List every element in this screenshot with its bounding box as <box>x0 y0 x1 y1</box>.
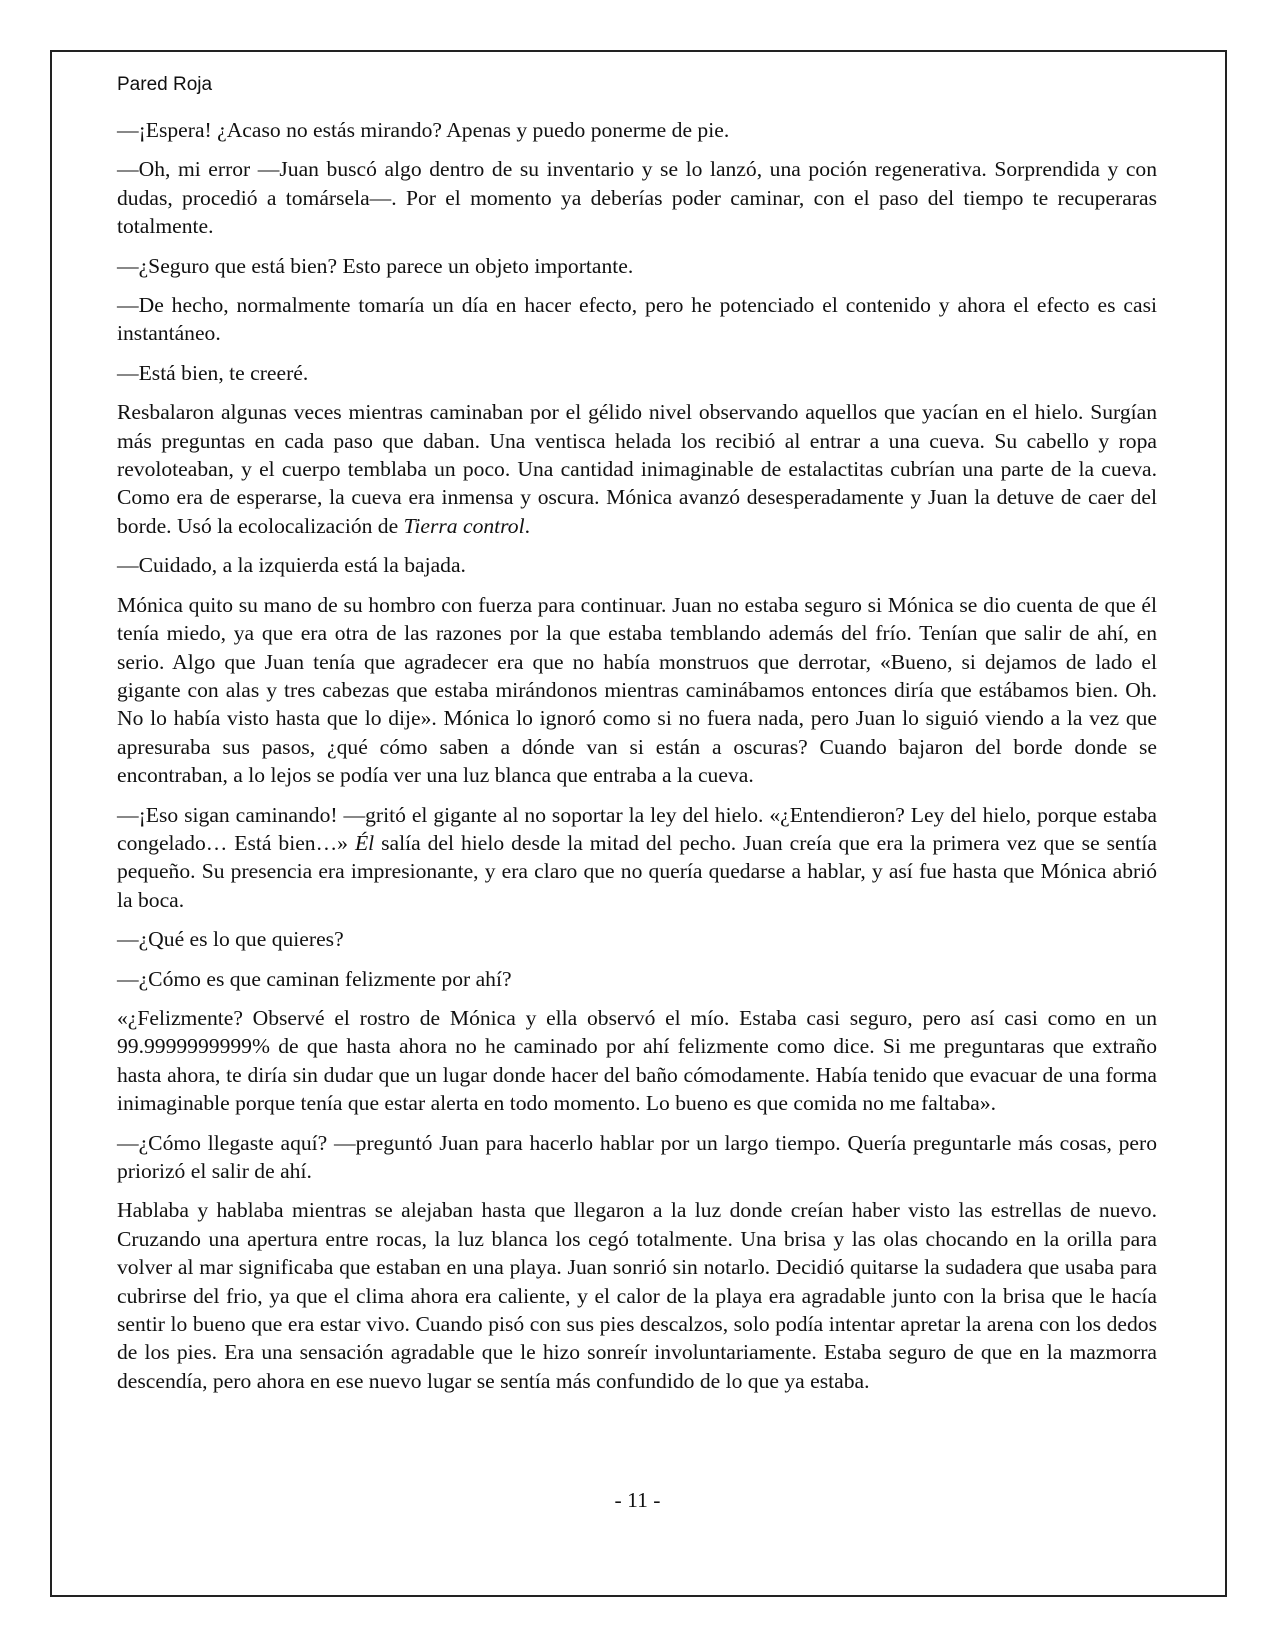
paragraph <box>117 801 1157 915</box>
paragraph-text: —¡Eso sigan caminando! —gritó el gigante al no soportar la ley del hielo. «¿Entendieron? Ley del hielo, porque estaba congelado… Está bien…» <box>117 802 1157 855</box>
paragraph-text: —¿Seguro que está bien? Esto parece un objeto importante. <box>117 253 634 278</box>
paragraph <box>117 291 1157 348</box>
paragraph-text: «¿Felizmente? Observé el rostro de Mónica y ella observó el mío. Estaba casi seguro, pero así casi como en un 99.9999999999% de que hasta ahora no he caminado por ahí felizmente como dice. Si me preguntaras que extraño hasta ahora, te diría sin dudar que un lugar donde hacer del baño cómodamente. Había tenido que evacuar de una forma inimaginable porque tenía que estar alerta en todo momento. Lo bueno es que comida no me faltaba». <box>117 1005 1157 1116</box>
paragraph <box>117 1129 1157 1186</box>
paragraph-text: —¡Espera! ¿Acaso no estás mirando? Apenas y puedo ponerme de pie. <box>117 118 730 142</box>
paragraph-text: —Oh, mi error —Juan buscó algo dentro de su inventario y se lo lanzó, una poción regenerativa. Sorprendida y con dudas, procedió a tomársela—. Por el momento ya deberías poder caminar, con el paso del tiempo te recuperaras totalmente. <box>117 157 1157 239</box>
paragraph <box>117 116 1157 144</box>
paragraph <box>117 965 1157 993</box>
paragraph-text: Resbalaron algunas veces mientras caminaban por el gélido nivel observando aquellos que yacían en el hielo. Surgían más preguntas en cada paso que daban. Una ventisca helada los recibió al entrar a una cueva. Su cabello y ropa revoloteaban, y el cuerpo temblaba un poco. Una cantidad inimaginable de estalactitas cubrían una parte de la cueva. Como era de esperarse, la cueva era inmensa y oscura. Mónica avanzó desesperadamente y Juan la detuve de caer del borde. Usó la ecolocalización de <box>117 400 1157 538</box>
paragraph-text: —De hecho, normalmente tomaría un día en hacer efecto, pero he potenciado el contenido y ahora el efecto es casi instantáneo. <box>117 293 1157 346</box>
paragraph <box>117 551 1157 579</box>
paragraph <box>117 925 1157 953</box>
page-number: - 11 - <box>614 1488 661 1512</box>
paragraph <box>117 1196 1157 1395</box>
paragraph <box>117 1004 1157 1118</box>
paragraph-text: Mónica quito su mano de su hombro con fuerza para continuar. Juan no estaba seguro si Mónica se dio cuenta de que él tenía miedo, ya que era otra de las razones por la que estaba temblando además del frío. Tenían que salir de ahí, en serio. Algo que Juan tenía que agradecer era que no había monstruos que derrotar, «Bueno, si dejamos de lado el gigante con alas y tres cabezas que estaba mirándonos mientras caminábamos entonces diría que estábamos bien. Oh. No lo había visto hasta que lo dije». Mónica lo ignoró como si no fuera nada, pero Juan lo siguió viendo a la vez que apresuraba sus pasos, ¿qué cómo saben a dónde van si están a oscuras? Cuando bajaron del borde donde se encontraban, a lo lejos se podía ver una luz blanca que entraba a la cueva. <box>117 592 1157 788</box>
paragraph-text: salía del hielo desde la mitad del pecho. Juan creía que era la primera vez que se sentía pequeño. Su presencia era impresionante, y era claro que no quería quedarse a hablar, y así fue hasta que Mónica abrió la boca. <box>117 830 1157 912</box>
running-header: Pared Roja <box>117 74 213 95</box>
paragraph <box>117 398 1157 540</box>
body-text <box>117 116 1157 1406</box>
paragraph <box>117 359 1157 387</box>
paragraph-text: —Está bien, te creeré. <box>117 360 309 385</box>
paragraph-text: —¿Cómo llegaste aquí? —preguntó Juan para hacerlo hablar por un largo tiempo. Quería preguntarle más cosas, pero priorizó el salir de ahí. <box>117 1130 1157 1183</box>
paragraph-text: —¿Cómo es que caminan felizmente por ahí? <box>117 966 512 991</box>
paragraph <box>117 155 1157 240</box>
paragraph-text: —Cuidado, a la izquierda está la bajada. <box>117 553 466 578</box>
paragraph-text: . <box>524 513 530 538</box>
italic-text: Tierra control <box>403 513 525 538</box>
paragraph <box>117 591 1157 790</box>
italic-text: Él <box>354 830 375 855</box>
paragraph <box>117 252 1157 280</box>
paragraph-text: Hablaba y hablaba mientras se alejaban hasta que llegaron a la luz donde creían haber visto las estrellas de nuevo. Cruzando una apertura entre rocas, la luz blanca los cegó totalmente. Una brisa y las olas chocando en la orilla para volver al mar significaba que estaban en una playa. Juan sonrió sin notarlo. Decidió quitarse la sudadera que usaba para cubrirse del frio, ya que el clima ahora era caliente, y el calor de la playa era agradable junto con la brisa que le hacía sentir lo bueno que era estar vivo. Cuando pisó con sus pies descalzos, solo podía intentar apretar la arena con los dedos de los pies. Era una sensación agradable que le hizo sonreír involuntariamente. Estaba seguro de que en la mazmorra descendía, pero ahora en ese nuevo lugar se sentía más confundido de lo que ya estaba. <box>117 1198 1157 1393</box>
paragraph-text: —¿Qué es lo que quieres? <box>117 927 344 952</box>
